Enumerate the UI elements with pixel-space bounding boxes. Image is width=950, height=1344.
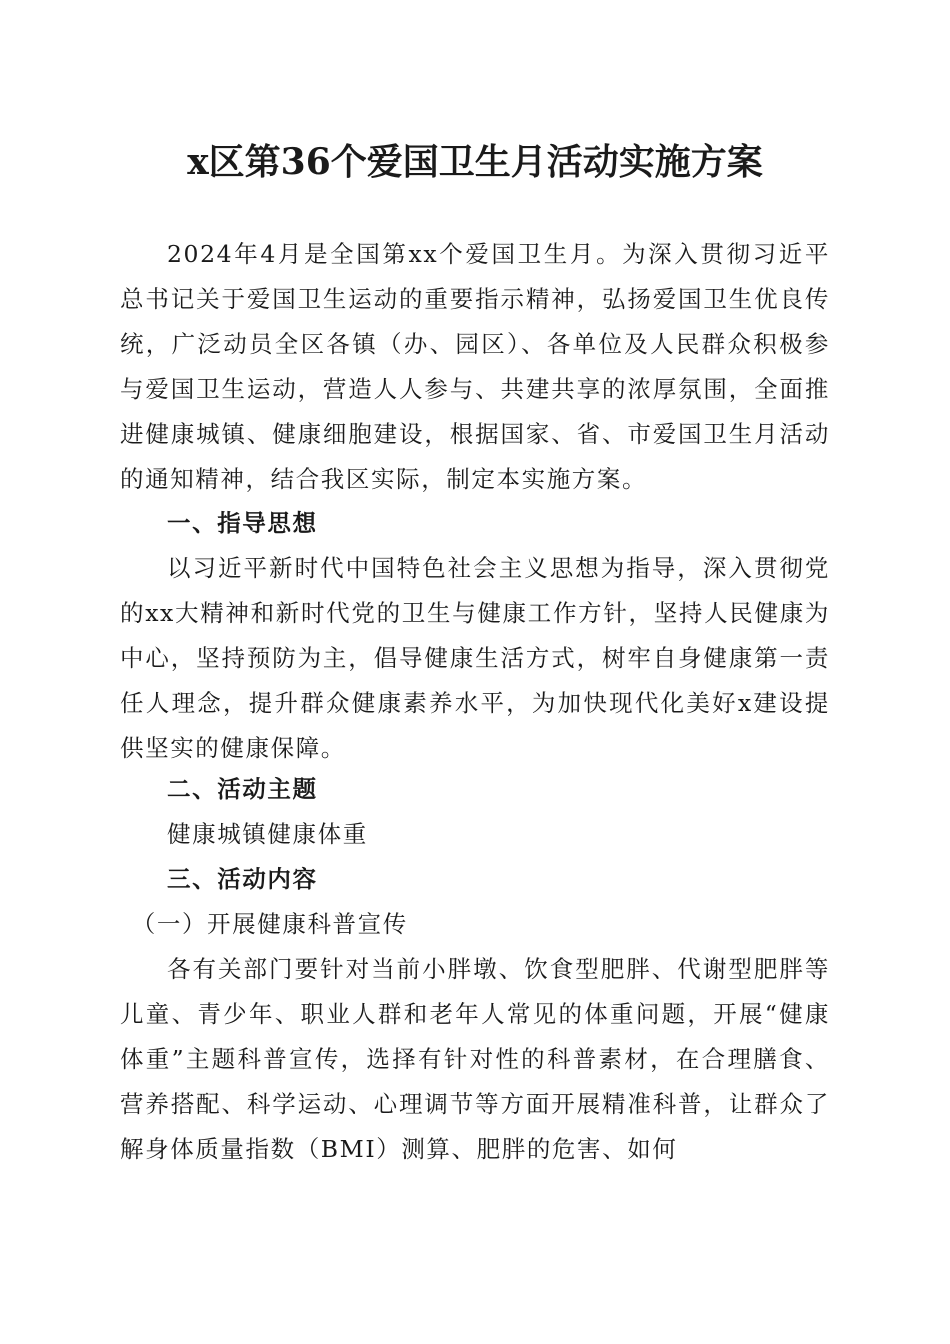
section-1	[120, 501, 830, 771]
section-3-sub-1-paragraph: 各有关部门要针对当前小胖墩、饮食型肥胖、代谢型肥胖等儿童、青少年、职业人群和老年人常见的体重问题，开展“健康体重”主题科普宣传，选择有针对性的科普素材，在合理膳食、营养搭配、科学运动、心理调节等方面开展精准科普，让群众了解身体质量指数（BMI）测算、肥胖的危害、如何	[120, 955, 830, 1163]
document-title: x区第36个爱国卫生月活动实施方案	[187, 141, 763, 183]
intro-paragraph: 2024年4月是全国第xx个爱国卫生月。为深入贯彻习近平总书记关于爱国卫生运动的重要指示精神，弘扬爱国卫生优良传统，广泛动员全区各镇（办、园区）、各单位及人民群众积极参与爱国卫生运动，营造人人参与、共建共享的浓厚氛围，全面推进健康城镇、健康细胞建设，根据国家、省、市爱国卫生月活动的通知精神，结合我区实际，制定本实施方案。	[120, 240, 830, 493]
section-2-heading: 二、活动主题	[167, 775, 318, 803]
section-3-sub-1-heading: （一）开展健康科普宣传	[131, 910, 408, 938]
intro-block	[120, 232, 830, 502]
section-1-heading: 一、指导思想	[167, 509, 318, 537]
section-2-paragraph: 健康城镇健康体重	[167, 820, 368, 848]
section-3-heading: 三、活动内容	[167, 865, 318, 893]
section-1-paragraph: 以习近平新时代中国特色社会主义思想为指导，深入贯彻党的xx大精神和新时代党的卫生与健康工作方针，坚持人民健康为中心，坚持预防为主，倡导健康生活方式，树牢自身健康第一责任人理念，提升群众健康素养水平，为加快现代化美好x建设提供坚实的健康保障。	[120, 554, 830, 762]
section-3	[120, 857, 830, 1172]
section-2	[120, 767, 830, 857]
